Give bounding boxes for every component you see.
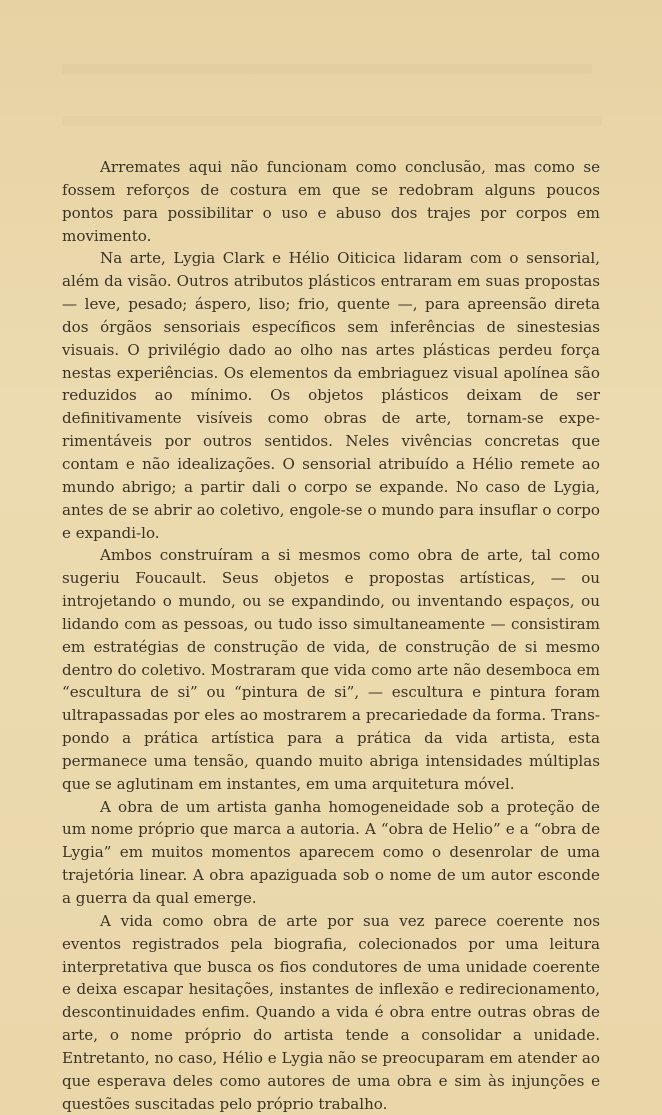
- paragraph: Ambos construíram a si mesmos como obra de arte, tal como sugeriu Foucault. Seus objetos e propostas artísticas, — ou introjetando o mundo, ou se expandindo, ou inventando espaços, ou lidando com as pessoas, ou tudo isso simultaneamente — consistiram em estratégias de construção de vida, de construção de si mesmo dentro do coletivo. Mostraram que vida como arte não desemboca em “escultura de si” ou “pintura de si”, — escultura e pintura foram ultrapassadas por eles ao mostrarem a precariedade da forma. Transpondo a prática artística para a prática da vida artista, esta permanece uma tensão, quando muito abriga intensidades múltiplas que se aglutinam em instantes, em uma arquitetura móvel.: [62, 546, 600, 793]
- body-text: [62, 156, 600, 1115]
- show-through-text: [62, 64, 592, 74]
- paragraph: A vida como obra de arte por sua vez parece coerente nos eventos registrados pela biografia, colecionados por uma leitura interpretativa que busca os fios condutores de uma unidade coerente e deixa escapar hesitações, instantes de inflexão e redirecionamento, descontinuidades enfim. Quando a vida é obra entre outras obras de arte, o nome próprio do artista tende a consolidar a unidade. Entretanto, no caso, Hélio e Lygia não se preocuparam em atender ao que esperava deles como autores de uma obra e sim às injunções e questões suscitadas pelo próprio trabalho.: [62, 911, 600, 1113]
- paragraph: A obra de um artista ganha homogeneidade sob a proteção de um nome próprio que marca a autoria. A “obra de Helio” e a “obra de Lygia” em muitos momentos aparecem como o desenrolar de uma trajetória linear. A obra apaziguada sob o nome de um autor esconde a guerra da qual emerge.: [62, 797, 600, 907]
- paragraph: Na arte, Lygia Clark e Hélio Oiticica lidaram com o sensorial, além da visão. Outros atributos plásticos entraram em suas propostas — leve, pesado; áspero, liso; frio, quente —, para apreensão direta dos órgãos sensoriais específicos sem inferências de sinestesias visuais. O privilégio dado ao olho nas artes plásticas perdeu força nestas experiências. Os elementos da embriaguez visual apolínea são reduzidos ao mínimo. Os objetos plásticos deixam de ser definitivamente visíveis como obras de arte, tornam-se experimentáveis por outros sentidos. Neles vivências concretas que contam e não idealizações. O sensorial atribuído a Hélio remete ao mundo abrigo; a partir dali o corpo se expande. No caso de Lygia, antes de se abrir ao coletivo, engole-se o mundo para insuflar o corpo e expandi-lo.: [62, 249, 600, 542]
- paragraph: Arremates aqui não funcionam como conclusão, mas como se fossem reforços de costura em que se redobram alguns poucos pontos para possibilitar o uso e abuso dos trajes por corpos em movimento.: [62, 158, 600, 245]
- show-through-text: [62, 116, 602, 126]
